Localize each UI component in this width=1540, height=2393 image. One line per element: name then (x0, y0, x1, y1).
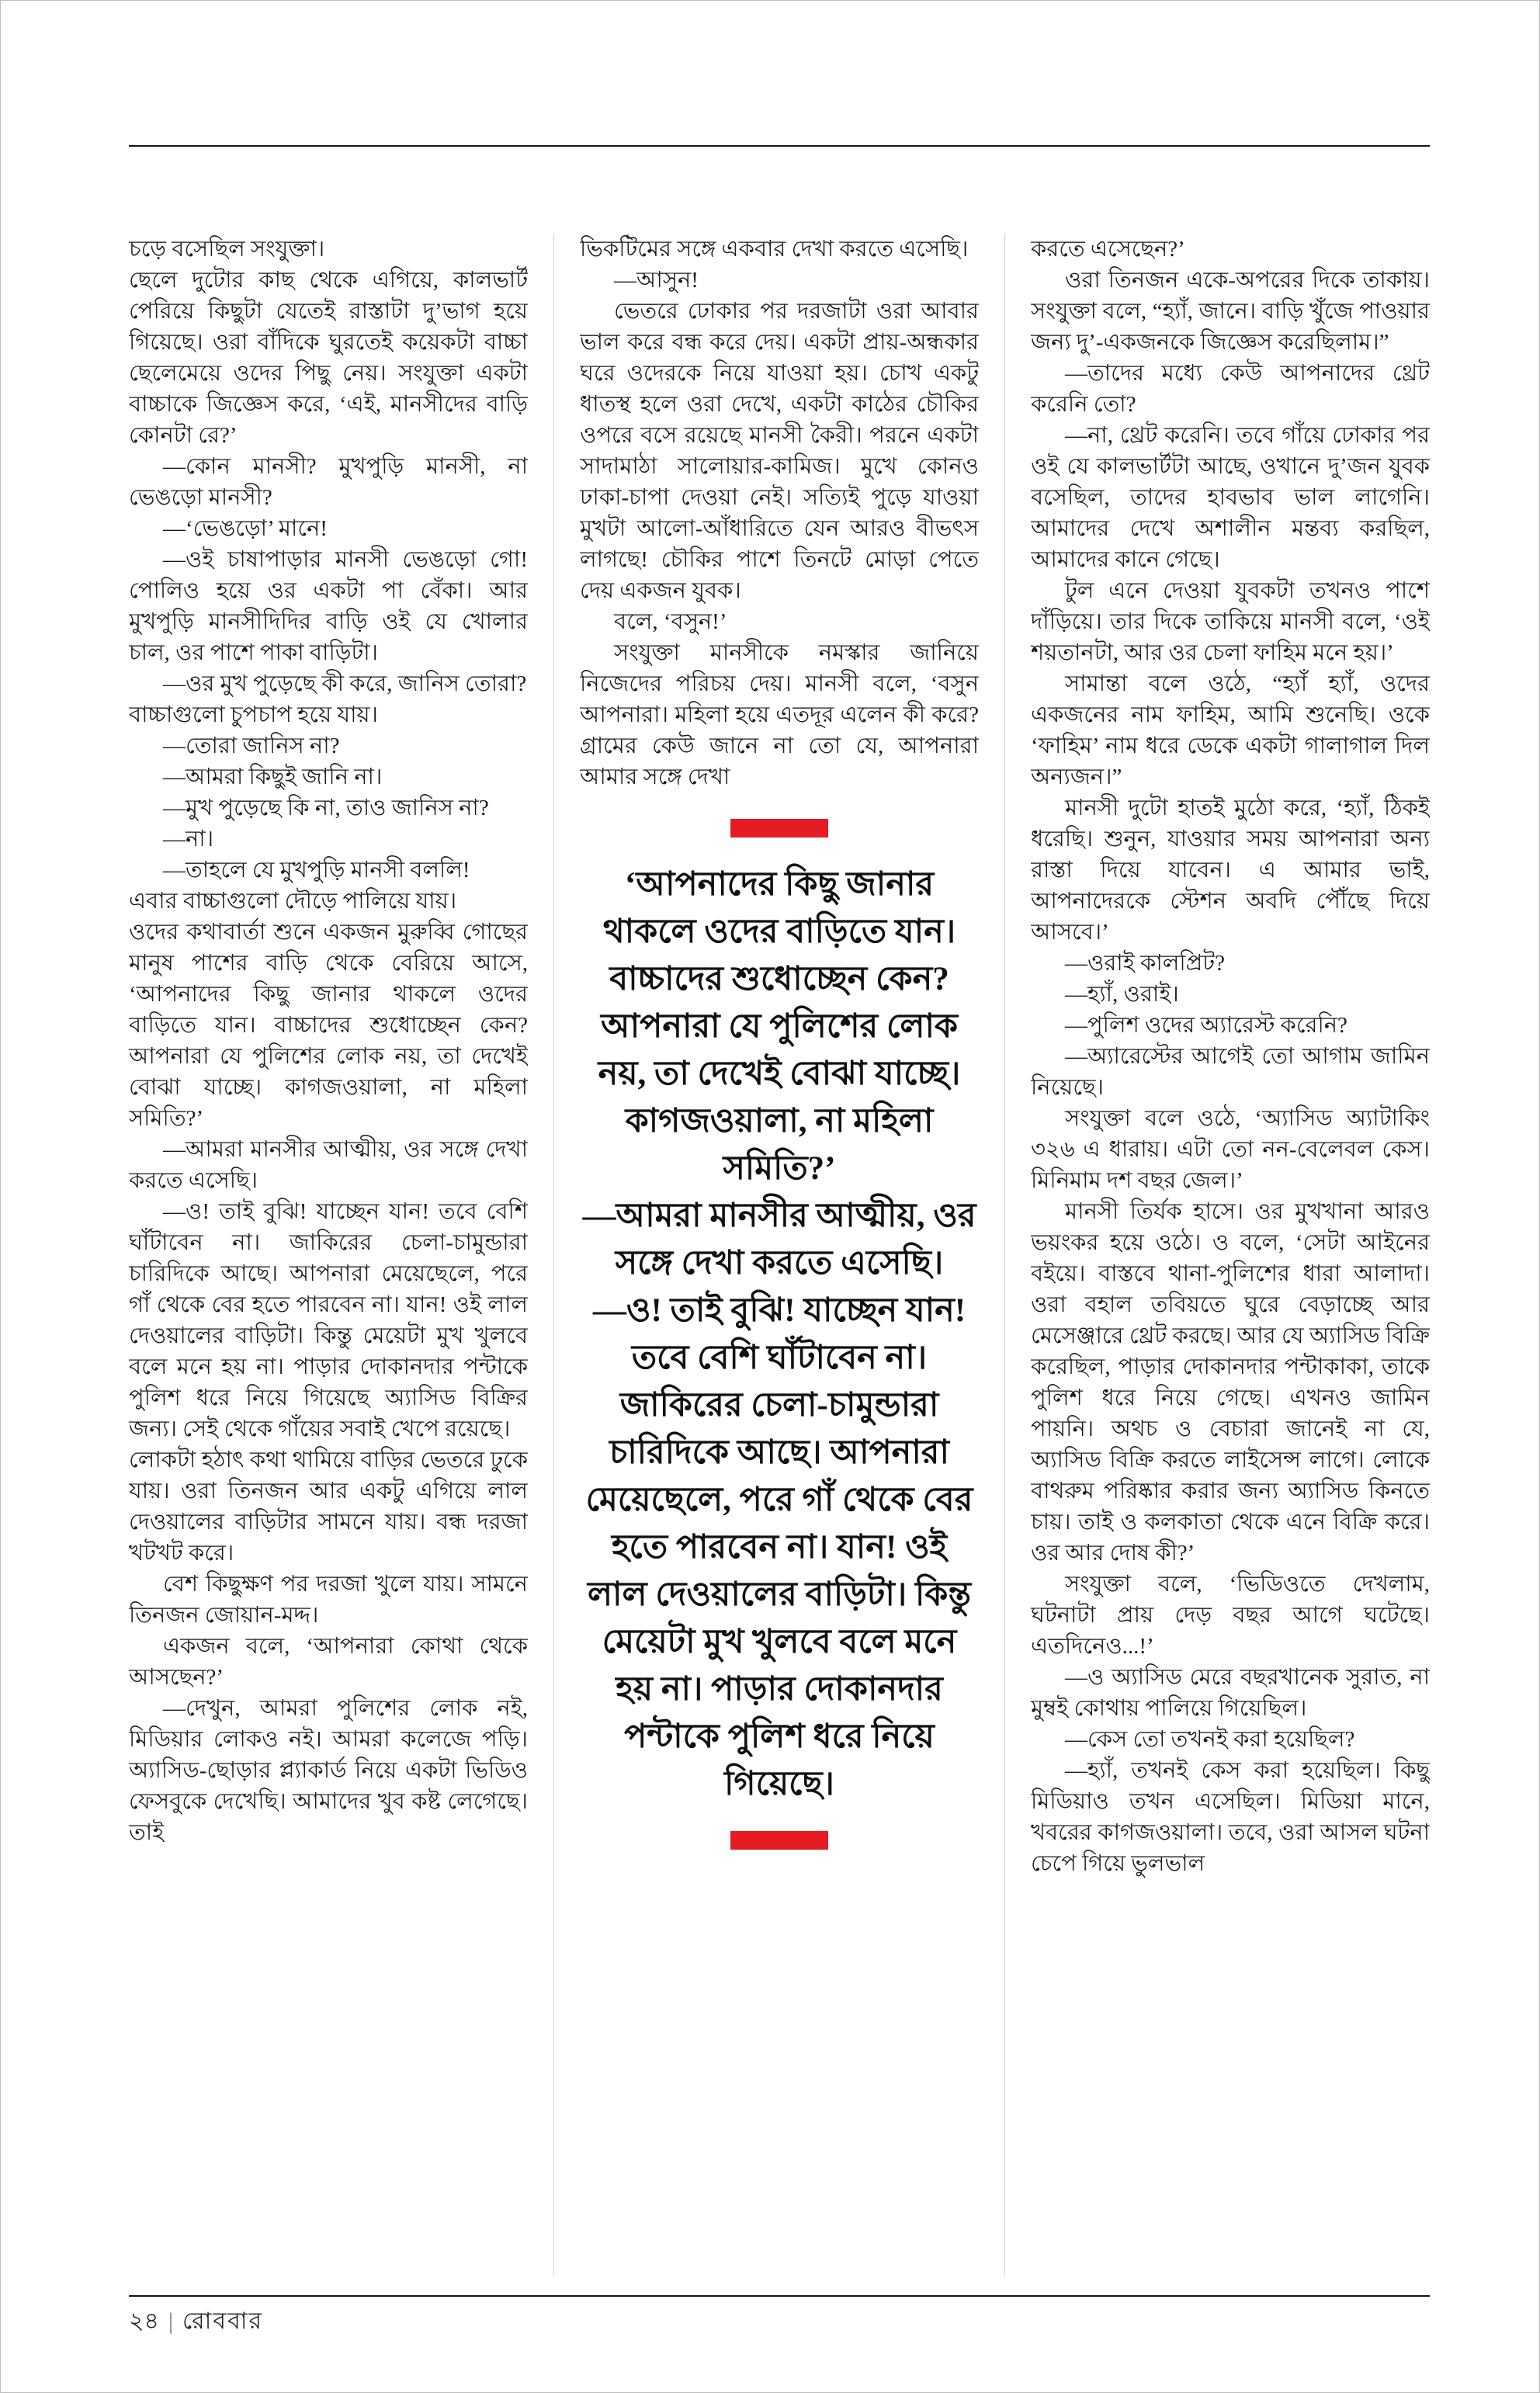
paragraph: মানসী দুটো হাতই মুঠো করে, ‘হ্যাঁ, ঠিকই ধরেছি। শুনুন, যাওয়ার সময় আপনারা অন্য রাস্তা দিয়ে যাবেন। এ আমার ভাই, আপনাদেরকে স্টেশন অবদি পৌঁছে দিয়ে আসবে।’ (1031, 796, 1430, 945)
pull-quote-bar-bottom (730, 1831, 828, 1850)
paragraph: —আমরা কিছুই জানি না। (163, 765, 383, 789)
paragraph: —আসুন! (614, 268, 699, 293)
paragraph: —তোরা জানিস না? (163, 734, 340, 758)
paragraph: ভিকটিমের সঙ্গে একবার দেখা করতে এসেছি। (580, 237, 969, 262)
paragraph: —ওই চাষাপাড়ার মানসী ভেঙড়ো গো! পোলিও হয়ে ওর একটা পা বেঁকা। আর মুখপুড়ি মানসীদিদির বাড়ি ওই যে খোলার চাল, ওর পাশে পাকা বাড়িটা। (129, 547, 528, 665)
paragraph: —অ্যারেস্টের আগেই তো আগাম জামিন নিয়েছে। (1031, 1044, 1430, 1100)
paragraph: ওদের কথাবার্তা শুনে একজন মুরুব্বি গোছের মানুষ পাশের বাড়ি থেকে বেরিয়ে আসে, ‘আপনাদের কিছু জানার থাকলে ওদের বাড়িতে যান। বাচ্চাদের শুধোচ্ছেন কেন? আপনারা যে পুলিশের লোক নয়, তা দেখেই বোঝা যাচ্ছে। কাগজওয়ালা, না মহিলা সমিতি?’ (129, 920, 528, 1131)
paragraph: —ও! তাই বুঝি! যাচ্ছেন যান! তবে বেশি ঘাঁটাবেন না। জাকিরের চেলা-চামুন্ডারা চারিদিকে আছে। আপনারা মেয়েছেলে, পরে গাঁ থেকে বের হতে পারবেন না। যান! ওই লাল দেওয়ালের বাড়িটা। কিন্তু মেয়েটা মুখ খুলবে বলে মনে হয় না। পাড়ার দোকানদার পন্টাকে পুলিশ ধরে নিয়ে গিয়েছে অ্যাসিড বিক্রির জন্য। সেই থেকে গাঁয়ের সবাই খেপে রয়েছে। (129, 1199, 528, 1441)
paragraph: মানসী তির্যক হাসে। ওর মুখখানা আরও ভয়ংকর হয়ে ওঠে। ও বলে, ‘সেটা আইনের বইয়ে। বাস্তবে থানা-পুলিশের ধারা আলাদা। ওরা বহাল তবিয়তে ঘুরে বেড়াচ্ছে আর মেসেঞ্জারে থ্রেট করছে। আর যে অ্যাসিড বিক্রি করেছিল, পাড়ার দোকানদার পন্টাকাকা, তাকে পুলিশ ধরে নিয়ে গেছে। এখনও জামিন পায়নি। অথচ ও বেচারা জানেই না যে, অ্যাসিড বিক্রি করতে লাইসেন্স লাগে। লোকে বাথরুম পরিষ্কার করার জন্য অ্যাসিড কিনতে চায়। তাই ও কলকাতা থেকে এনে বিক্রি করে। ওর আর দোষ কী?’ (1031, 1199, 1430, 1566)
paragraph: ভেতরে ঢোকার পর দরজাটা ওরা আবার ভাল করে বন্ধ করে দেয়। একটা প্রায়-অন্ধকার ঘরে ওদেরকে নিয়ে যাওয়া হয়। চোখ একটু ধাতস্থ হলে ওরা দেখে, একটা কাঠের চৌকির ওপরে বসে রয়েছে মানসী কৈরী। পরনে একটা সাদামাঠা সালোয়ার-কামিজ। মুখে কোনও ঢাকা-চাপা দেওয়া নেই। সত্যিই পুড়ে যাওয়া মুখটা আলো-আঁধারিতে যেন আরও বীভৎস লাগছে! চৌকির পাশে তিনটে মোড়া পেতে দেয় একজন যুবক। (580, 299, 979, 603)
paragraph: করতে এসেছেন?’ (1031, 237, 1185, 262)
column-middle (580, 234, 979, 2275)
paragraph: সংযুক্তা বলে ওঠে, ‘অ্যাসিড অ্যাটাকিং ৩২৬ এ ধারায়। এটা তো নন-বেলেবল কেস। মিনিমাম দশ বছর জেল।’ (1031, 1106, 1430, 1193)
paragraph: বাচ্চাগুলো চুপচাপ হয়ে যায়। (129, 702, 378, 727)
paragraph: —না, থ্রেট করেনি। তবে গাঁয়ে ঢোকার পর ওই যে কালভার্টটা আছে, ওখানে দু’জন যুবক বসেছিল, তাদের হাবভাব ভাল লাগেনি। আমাদের দেখে অশালীন মন্তব্য করছিল, আমাদের কানে গেছে। (1031, 423, 1430, 572)
column-left-text (129, 234, 528, 1848)
paragraph: চড়ে বসেছিল সংযুক্তা। (129, 237, 325, 262)
paragraph: —ও অ্যাসিড মেরে বছরখানেক সুরাত, না মুম্বই কোথায় পালিয়ে গিয়েছিল। (1031, 1665, 1430, 1721)
paragraph: —কেস তো তখনই করা হয়েছিল? (1065, 1727, 1355, 1752)
footer-separator: | (168, 2308, 173, 2334)
paragraph: —না। (163, 827, 214, 851)
pull-quote-bar-top (730, 819, 828, 838)
paragraph: ছেলে দুটোর কাছ থেকে এগিয়ে, কালভার্ট পেরিয়ে কিছুটা যেতেই রাস্তাটা দু’ভাগ হয়ে গিয়েছে। ওরা বাঁদিকে ঘুরতেই কয়েকটা বাচ্চা ছেলেমেয়ে ওদের পিছু নেয়। সংযুক্তা একটা বাচ্চাকে জিজ্ঞেস করে, ‘এই, মানসীদের বাড়ি কোনটা রে?’ (129, 268, 528, 448)
pull-quote-paragraph: —আমরা মানসীর আত্মীয়, ওর সঙ্গে দেখা করতে এসেছি। (582, 1198, 976, 1281)
paragraph: —হ্যাঁ, ওরাই। (1065, 982, 1179, 1007)
paragraph: —আমরা মানসীর আত্মীয়, ওর সঙ্গে দেখা করতে এসেছি। (129, 1137, 528, 1193)
pull-quote (580, 819, 979, 1850)
paragraph: —কোন মানসী? মুখপুড়ি মানসী, না ভেঙড়ো মানসী? (129, 454, 528, 510)
paragraph: —তাদের মধ্যে কেউ আপনাদের থ্রেট করেনি তো? (1031, 361, 1430, 417)
paragraph: বেশ কিছুক্ষণ পর দরজা খুলে যায়। সামনে তিনজন জোয়ান-মদ্দ। (129, 1572, 528, 1628)
column-middle-text (580, 234, 979, 792)
paragraph: —পুলিশ ওদের অ্যারেস্ট করেনি? (1065, 1013, 1348, 1038)
footer-rule (129, 2295, 1430, 2297)
footer-title: রোববার (182, 2308, 263, 2334)
paragraph: সংযুক্তা মানসীকে নমস্কার জানিয়ে নিজেদের পরিচয় দেয়। মানসী বলে, ‘বসুন আপনারা। মহিলা হয়ে এতদূর এলেন কী করে? গ্রামের কেউ জানে না তো যে, আপনারা আমার সঙ্গে দেখা (580, 640, 979, 789)
paragraph: —হ্যাঁ, তখনই কেস করা হয়েছিল। কিছু মিডিয়াও তখন এসেছিল। মিডিয়া মানে, খবরের কাগজওয়ালা। তবে, ওরা আসল ঘটনা চেপে গিয়ে ভুলভাল (1031, 1758, 1430, 1876)
paragraph: ওরা তিনজন একে-অপরের দিকে তাকায়। সংযুক্তা বলে, “হ্যাঁ, জানে। বাড়ি খুঁজে পাওয়ার জন্য দু’-একজনকে জিজ্ঞেস করেছিলাম।” (1031, 268, 1430, 355)
article-body (129, 234, 1430, 2275)
paragraph: লোকটা হঠাৎ কথা থামিয়ে বাড়ির ভেতরে ঢুকে যায়। ওরা তিনজন আর একটু এগিয়ে লাল দেওয়ালের বাড়িটার সামনে যায়। বন্ধ দরজা খটখট করে। (129, 1448, 528, 1566)
paragraph: —দেখুন, আমরা পুলিশের লোক নই, মিডিয়ার লোকও নই। আমরা কলেজে পড়ি। অ্যাসিড-ছোড়ার প্ল্যাকার্ড নিয়ে একটা ভিডিও ফেসবুকে দেখেছি। আমাদের খুব কষ্ট লেগেছে। তাই (129, 1696, 528, 1845)
pull-quote-paragraph: —ও! তাই বুঝি! যাচ্ছেন যান! তবে বেশি ঘাঁটাবেন না। জাকিরের চেলা-চামুন্ডারা চারিদিকে আছে। আপনারা মেয়েছেলে, পরে গাঁ থেকে বের হতে পারবেন না। যান! ওই লাল দেওয়ালের বাড়িটা। কিন্তু মেয়েটা মুখ খুলবে বলে মনে হয় না। পাড়ার দোকানদার পন্টাকে পুলিশ ধরে নিয়ে গিয়েছে। (585, 1292, 973, 1802)
pull-quote-paragraph: ‘আপনাদের কিছু জানার থাকলে ওদের বাড়িতে যান। বাচ্চাদের শুধোচ্ছেন কেন? আপনারা যে পুলিশের লোক নয়, তা দেখেই বোঝা যাচ্ছে। কাগজওয়ালা, না মহিলা সমিতি?’ (598, 866, 961, 1187)
paragraph: সামান্তা বলে ওঠে, “হ্যাঁ হ্যাঁ, ওদের একজনের নাম ফাহিম, আমি শুনেছি। ওকে ‘ফাহিম’ নাম ধরে ডেকে একটা গালাগাল দিল অন্যজন।” (1031, 671, 1430, 789)
pull-quote-text (580, 861, 979, 1808)
paragraph: —তাহলে যে মুখপুড়ি মানসী বললি! (163, 858, 470, 883)
column-left (129, 234, 528, 2275)
paragraph: —ওর মুখ পুড়েছে কী করে, জানিস তোরা? (163, 671, 527, 696)
paragraph: একজন বলে, ‘আপনারা কোথা থেকে আসছেন?’ (129, 1634, 528, 1690)
footer-page-number: ২৪ (129, 2308, 159, 2334)
paragraph: বলে, ‘বসুন!’ (614, 609, 727, 634)
column-right-text (1031, 234, 1430, 1879)
column-right (1031, 234, 1430, 2275)
paragraph: টুল এনে দেওয়া যুবকটা তখনও পাশে দাঁড়িয়ে। তার দিকে তাকিয়ে মানসী বলে, ‘ওই শয়তানটা, আর ওর চেলা ফাহিম মনে হয়।’ (1031, 578, 1430, 665)
top-rule (129, 145, 1430, 147)
paragraph: —মুখ পুড়েছে কি না, তাও জানিস না? (163, 796, 489, 820)
paragraph: —‘ভেঙড়ো’ মানে! (163, 516, 328, 541)
paragraph: এবার বাচ্চাগুলো দৌড়ে পালিয়ে যায়। (129, 889, 457, 914)
footer (129, 2308, 1430, 2336)
paragraph: সংযুক্তা বলে, ‘ভিডিওতে দেখলাম, ঘটনাটা প্রায় দেড় বছর আগে ঘটেছে। এতদিনেও...!’ (1031, 1572, 1430, 1659)
paragraph: —ওরাই কালপ্রিট? (1065, 951, 1225, 976)
